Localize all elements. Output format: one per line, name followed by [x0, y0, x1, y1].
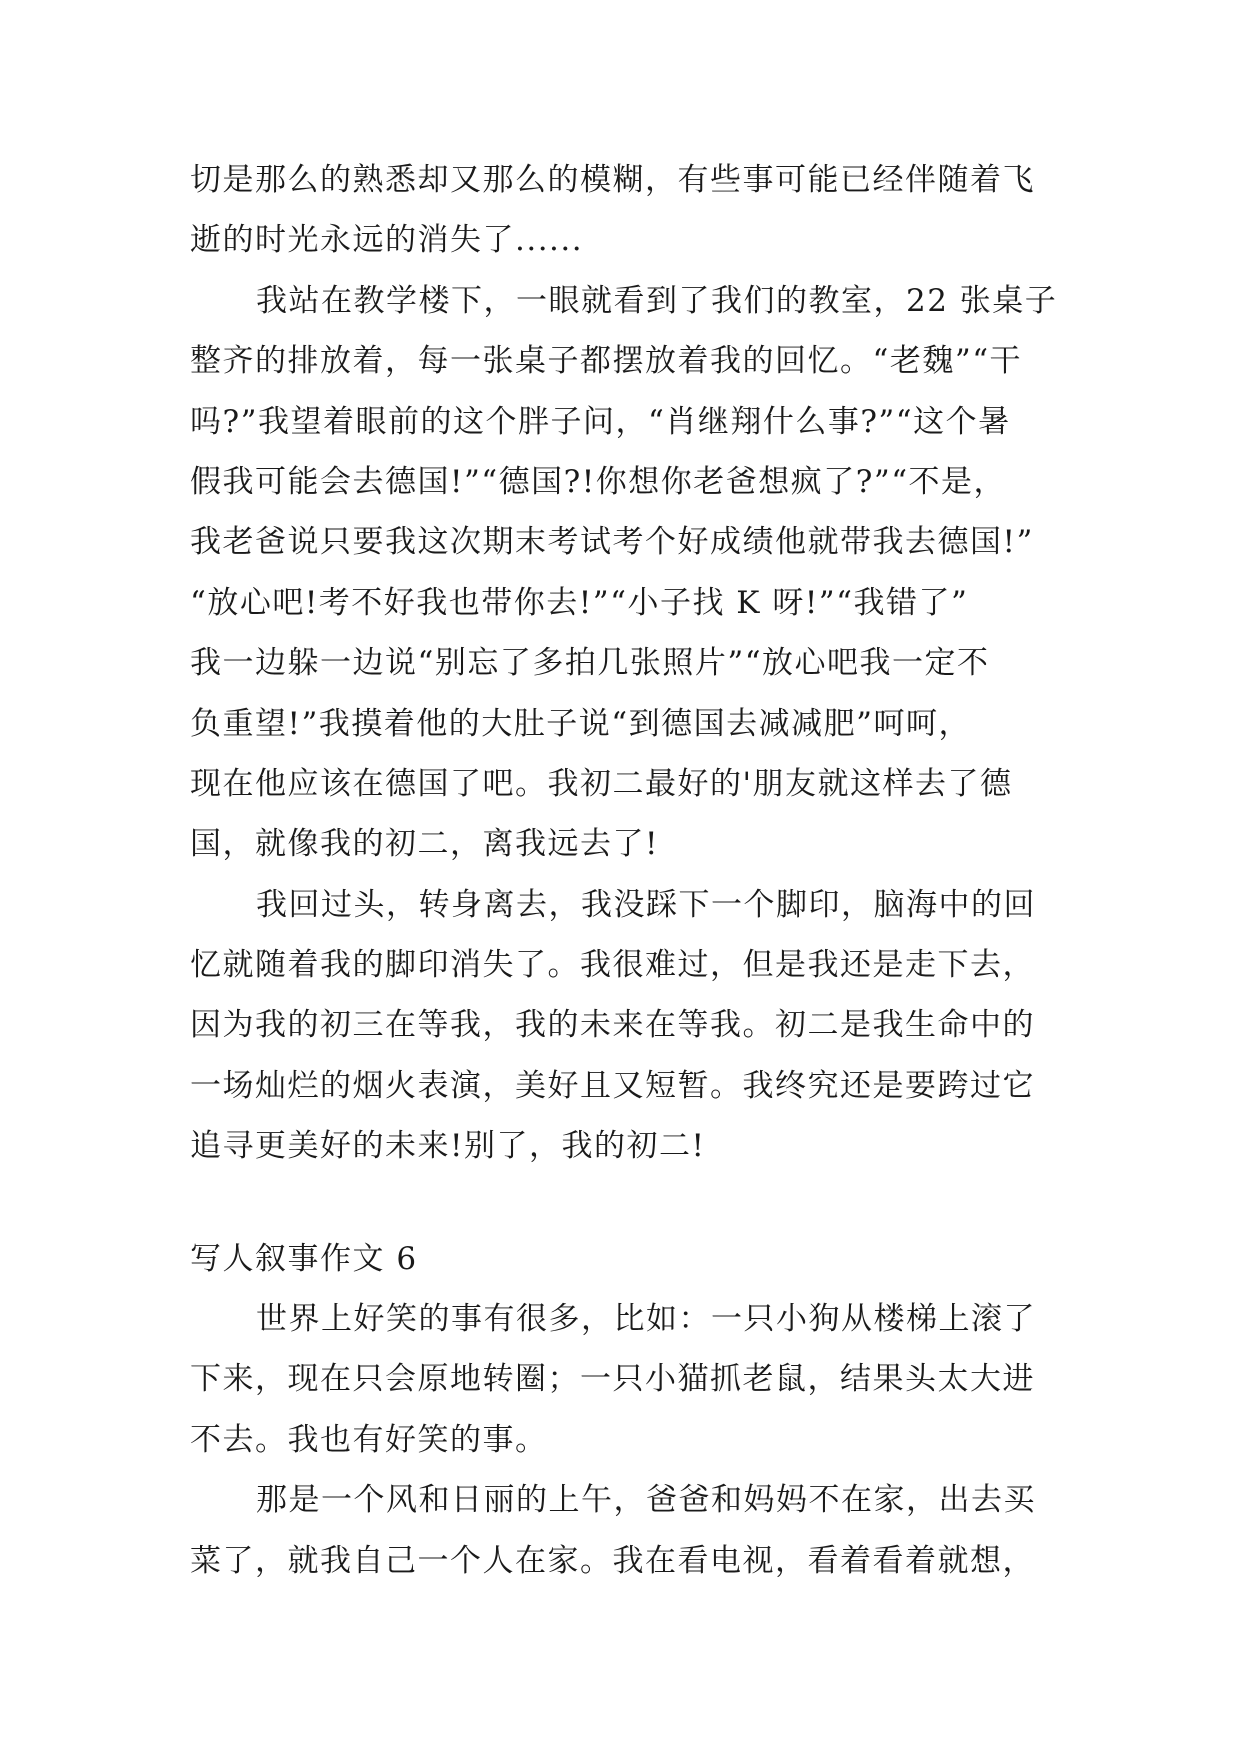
text-line: 一场灿烂的烟火表演，美好且又短暂。我终究还是要跨过它 — [190, 1067, 1035, 1104]
text-line: 现在他应该在德国了吧。我初二最好的'朋友就这样去了德 — [190, 765, 1013, 802]
text-line: 菜了，就我自己一个人在家。我在看电视，看着看着就想， — [190, 1542, 1035, 1579]
text-line: 整齐的排放着，每一张桌子都摆放着我的回忆。“老魏”“干 — [190, 343, 1023, 380]
text-line: 负重望!”我摸着他的大肚子说“到德国去减减肥”呵呵， — [190, 705, 971, 742]
document-body — [190, 150, 1090, 1591]
text-line: “放心吧!考不好我也带你去!”“小子找 K 呀!”“我错了” — [190, 584, 969, 621]
paragraph — [190, 150, 1090, 271]
text-line: 追寻更美好的未来!别了，我的初二! — [190, 1128, 706, 1165]
text-line: 不去。我也有好笑的事。 — [190, 1421, 548, 1458]
text-line: 下来，现在只会原地转圈；一只小猫抓老鼠，结果头太大进 — [190, 1361, 1035, 1398]
text-line: 国，就像我的初二，离我远去了! — [190, 826, 659, 863]
text-line: 我一边躲一边说“别忘了多拍几张照片”“放心吧我一定不 — [190, 645, 990, 682]
text-line: 切是那么的熟悉却又那么的模糊，有些事可能已经伴随着飞 — [190, 162, 1035, 198]
section-spacer — [190, 1177, 1090, 1229]
text-line: 逝的时光永远的消失了...... — [190, 222, 584, 259]
text-line: 那是一个风和日丽的上午，爸爸和妈妈不在家，出去买 — [256, 1482, 1036, 1519]
paragraph — [190, 271, 1090, 875]
text-line: 我回过头，转身离去，我没踩下一个脚印，脑海中的回 — [256, 886, 1036, 923]
paragraph — [190, 1289, 1090, 1470]
text-line: 我站在教学楼下，一眼就看到了我们的教室，22 张桌子 — [256, 282, 1058, 319]
text-line: 假我可能会去德国!”“德国?!你想你老爸想疯了?”“不是， — [190, 463, 1007, 500]
text-line: 因为我的初三在等我，我的未来在等我。初二是我生命中的 — [190, 1007, 1035, 1044]
text-line: 世界上好笑的事有很多，比如：一只小狗从楼梯上滚了 — [256, 1301, 1036, 1338]
text-line: 我老爸说只要我这次期末考试考个好成绩他就带我去德国!” — [190, 524, 1034, 561]
section-title: 写人叙事作文 6 — [190, 1240, 418, 1277]
paragraph — [190, 1470, 1090, 1591]
text-line: 忆就随着我的脚印消失了。我很难过，但是我还是走下去， — [190, 947, 1035, 984]
paragraph — [190, 875, 1090, 1177]
text-line: 吗?”我望着眼前的这个胖子问，“肖继翔什么事?”“这个暑 — [190, 403, 1011, 440]
